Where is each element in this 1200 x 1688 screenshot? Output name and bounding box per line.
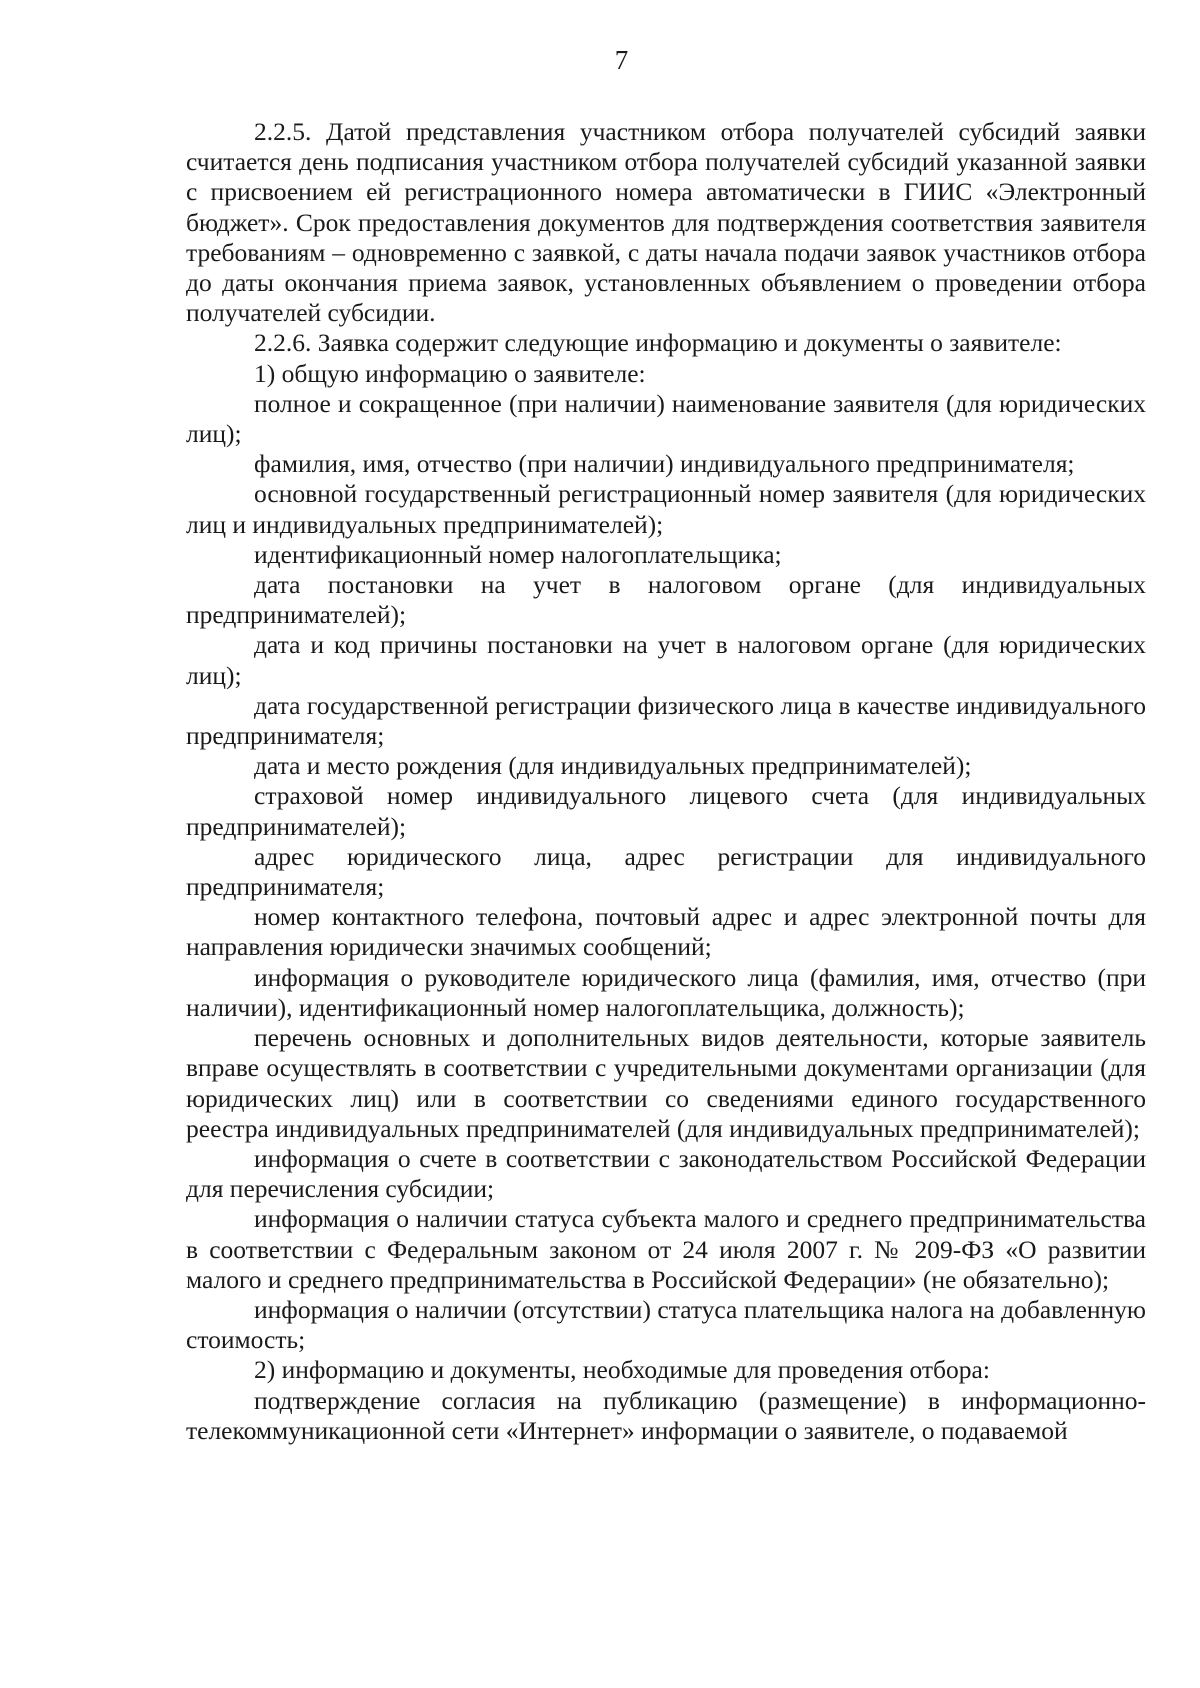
list-item-general-info: 1) общую информацию о заявителе:: [254, 358, 646, 388]
list-item-snils: страховой номер индивидуального лицевого счета (для индивидуальных предпринимателей);: [186, 781, 1146, 841]
list-item-selection-documents: 2) информацию и документы, необходимые для проведения отбора:: [254, 1355, 990, 1385]
list-item-sme-status: информация о наличии статуса субъекта малого и среднего предпринимательства в соответствии с Федеральным законом от 24 июля 2007 г. № 209-ФЗ «О развитии малого и среднего предпринимательства в Российской Федерации» (не обязательно);: [186, 1204, 1146, 1294]
page-number: 7: [614, 45, 629, 75]
list-item-kpp: дата и код причины постановки на учет в налоговом органе (для юридических лиц);: [186, 630, 1146, 690]
list-item-address: адрес юридического лица, адрес регистрации для индивидуального предпринимателя;: [186, 841, 1146, 902]
list-item-activities: перечень основных и дополнительных видов деятельности, которые заявитель вправе осуществлять в соответствии с учредительными документами организации (для юридических лиц) или в соответствии со сведениями единого государственного реестра индивидуальных предпринимателей (для индивидуальных предпринимателей);: [186, 1023, 1146, 1143]
paragraph-2-2-5: 2.2.5. Датой представления участником отбора получателей субсидий заявки считается день подписания участником отбора получателей субсидий указанной заявки с присвоением ей регистрационного номера автоматически в ГИИС «Электронный бюджет». Срок предоставления документов для подтверждения соответствия заявителя требованиям – одновременно с заявкой, с даты начала подачи заявок участников отбора до даты окончания приема заявок, установленных объявлением о проведении отбора получателей субсидии.: [186, 117, 1146, 328]
list-item-person-name: фамилия, имя, отчество (при наличии) индивидуального предпринимателя;: [254, 449, 1075, 479]
list-item-birth-date-place: дата и место рождения (для индивидуальных предпринимателей);: [254, 751, 972, 781]
list-item-state-registration-date: дата государственной регистрации физического лица в качестве индивидуального предпринимателя;: [186, 690, 1146, 751]
document-body: [186, 117, 1146, 1446]
paragraph-2-2-6: 2.2.6. Заявка содержит следующие информацию и документы о заявителе:: [254, 328, 1062, 358]
list-item-contacts: номер контактного телефона, почтовый адрес и адрес электронной почты для направления юридически значимых сообщений;: [186, 902, 1146, 962]
list-item-tax-registration-date: дата постановки на учет в налоговом органе (для индивидуальных предпринимателей);: [186, 570, 1146, 630]
list-item-ogrn: основной государственный регистрационный номер заявителя (для юридических лиц и индивидуальных предпринимателей);: [186, 479, 1146, 539]
list-item-head-info: информация о руководителе юридического лица (фамилия, имя, отчество (при наличии), идентификационный номер налогоплательщика, должность);: [186, 962, 1146, 1022]
list-item-bank-account: информация о счете в соответствии с законодательством Российской Федерации для перечисления субсидии;: [186, 1143, 1146, 1204]
list-item-inn: идентификационный номер налогоплательщика;: [254, 539, 782, 569]
list-item-vat-status: информация о наличии (отсутствии) статуса плательщика налога на добавленную стоимость;: [186, 1294, 1146, 1355]
list-item-full-name: полное и сокращенное (при наличии) наименование заявителя (для юридических лиц);: [186, 388, 1146, 449]
list-item-publication-consent: подтверждение согласия на публикацию (размещение) в информационно-телекоммуникационной сети «Интернет» информации о заявителе, о подаваемой: [186, 1385, 1146, 1445]
